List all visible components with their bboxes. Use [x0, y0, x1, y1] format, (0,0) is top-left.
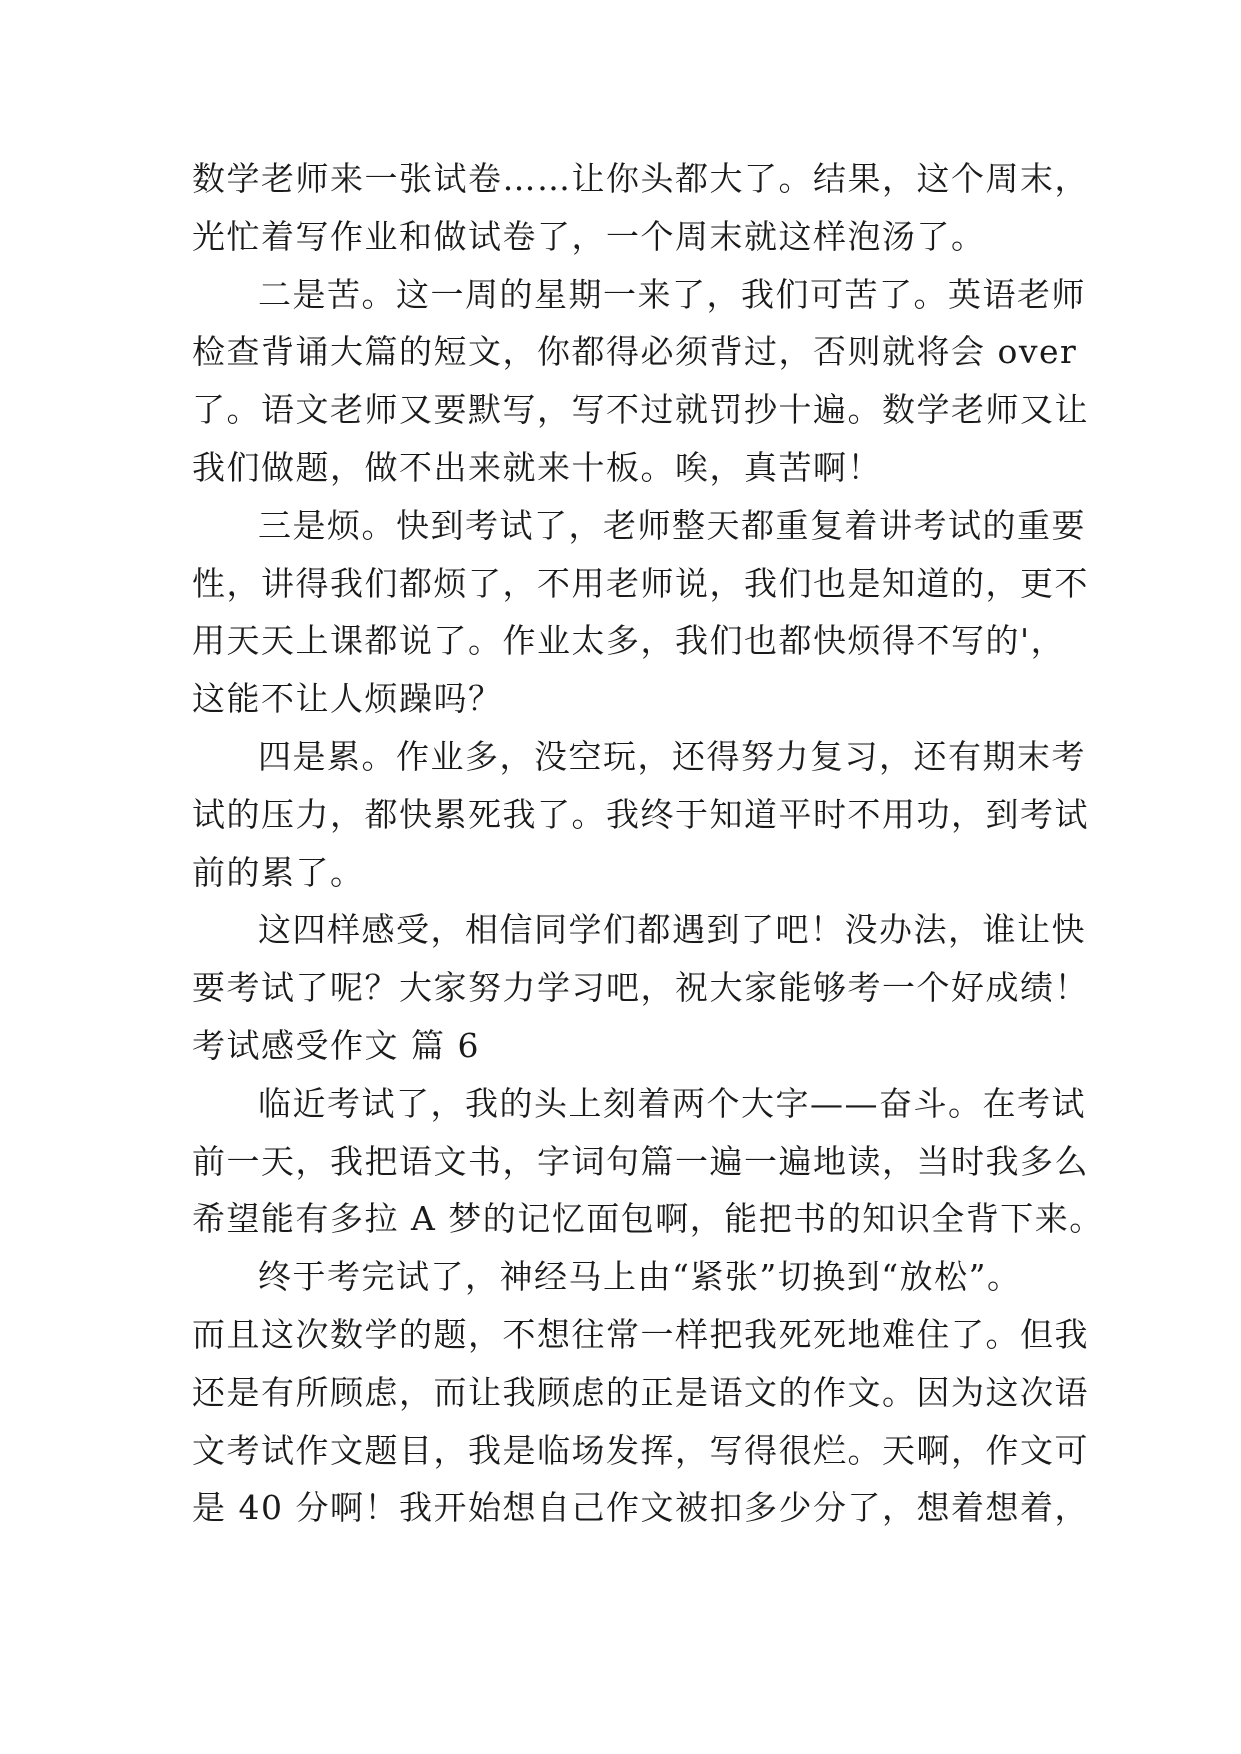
paragraph-start-line: 这四样感受，相信同学们都遇到了吧！没办法，谁让快 — [258, 910, 1086, 950]
document-body — [192, 150, 1104, 1537]
text-line: 前的累了。 — [192, 852, 365, 892]
paragraph-start-line: 终于考完试了，神经马上由“紧张”切换到“放松”。 — [258, 1257, 1022, 1297]
text-line: 是 40 分啊！我开始想自己作文被扣多少分了，想着想着， — [192, 1488, 1089, 1528]
text-line: 用天天上课都说了。作业太多，我们也都快烦得不写的'， — [192, 621, 1066, 661]
text-line: 还是有所顾虑，而让我顾虑的正是语文的作文。因为这次语 — [192, 1372, 1089, 1412]
paragraph-start-line: 二是苦。这一周的星期一来了，我们可苦了。英语老师 — [258, 274, 1086, 314]
paragraph-start-line: 四是累。作业多，没空玩，还得努力复习，还有期末考 — [258, 736, 1086, 776]
paragraph-start-line: 三是烦。快到考试了，老师整天都重复着讲考试的重要 — [258, 505, 1086, 545]
text-line: 这能不让人烦躁吗？ — [192, 679, 503, 719]
text-line: 我们做题，做不出来就来十板。唉，真苦啊！ — [192, 447, 882, 487]
text-line: 数学老师来一张试卷……让你头都大了。结果，这个周末， — [192, 159, 1089, 198]
text-line: 性，讲得我们都烦了，不用老师说，我们也是知道的，更不 — [192, 563, 1089, 603]
text-line: 要考试了呢？大家努力学习吧，祝大家能够考一个好成绩！ — [192, 968, 1089, 1008]
text-line: 文考试作文题目，我是临场发挥，写得很烂。天啊，作文可 — [192, 1430, 1089, 1470]
text-line: 希望能有多拉 A 梦的记忆面包啊，能把书的知识全背下来。 — [192, 1199, 1104, 1239]
text-line: 前一天，我把语文书，字词句篇一遍一遍地读，当时我多么 — [192, 1141, 1089, 1181]
text-line: 检查背诵大篇的短文，你都得必须背过，否则就将会 over — [192, 332, 1078, 372]
text-line: 光忙着写作业和做试卷了，一个周末就这样泡汤了。 — [192, 216, 986, 256]
section-heading: 考试感受作文 篇 6 — [192, 1025, 480, 1065]
paragraph-start-line: 临近考试了，我的头上刻着两个大字——奋斗。在考试 — [258, 1083, 1086, 1123]
text-line: 试的压力，都快累死我了。我终于知道平时不用功，到考试 — [192, 794, 1089, 834]
text-line: 了。语文老师又要默写，写不过就罚抄十遍。数学老师又让 — [192, 390, 1089, 430]
text-line: 而且这次数学的题，不想往常一样把我死死地难住了。但我 — [192, 1314, 1089, 1354]
